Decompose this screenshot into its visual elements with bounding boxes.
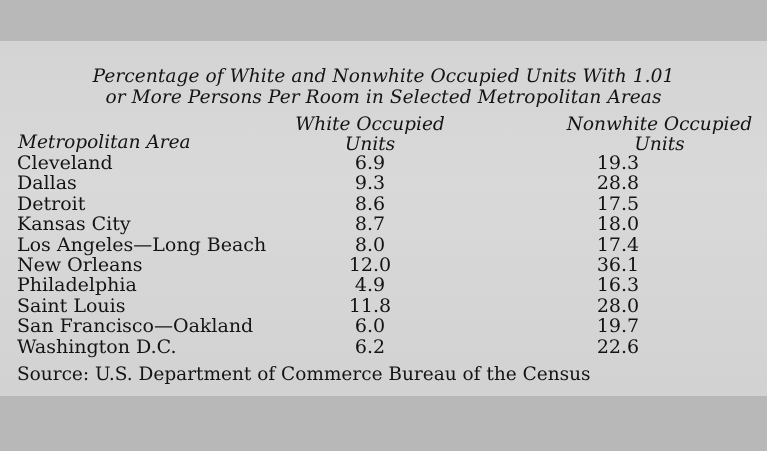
- table-row: [0, 194, 767, 214]
- table-title-line-2: or More Persons Per Room in Selected Metropolitan Areas: [105, 87, 662, 108]
- nonwhite-value-cell: 28.0: [596, 294, 640, 317]
- nonwhite-value-cell: 18.0: [596, 213, 640, 236]
- white-value-cell: 11.8: [348, 294, 392, 317]
- table-row: [0, 316, 767, 336]
- column-header-nonwhite: [552, 115, 767, 155]
- white-value-cell: 12.0: [348, 253, 392, 276]
- table-row: [0, 255, 767, 275]
- white-value-cell: 4.9: [354, 274, 386, 297]
- table-row: [0, 235, 767, 255]
- column-header-nonwhite-line-2: Units: [634, 134, 685, 155]
- nonwhite-value-cell: 36.1: [596, 253, 640, 276]
- white-value-cell: 6.0: [354, 315, 386, 338]
- nonwhite-value-cell: 22.6: [596, 335, 640, 358]
- area-cell: New Orleans: [17, 253, 143, 276]
- nonwhite-value-cell: 17.4: [596, 233, 640, 256]
- table-row: [0, 337, 767, 357]
- nonwhite-value-cell: 17.5: [596, 192, 640, 215]
- table-body: [0, 153, 767, 357]
- table-row: [0, 275, 767, 295]
- column-header-area: Metropolitan Area: [18, 132, 191, 153]
- area-cell: Washington D.C.: [17, 335, 177, 358]
- white-value-cell: 8.7: [354, 213, 386, 236]
- nonwhite-value-cell: 19.7: [596, 315, 640, 338]
- white-value-cell: 9.3: [354, 172, 386, 195]
- white-value-cell: 6.9: [354, 152, 386, 174]
- area-cell: Detroit: [17, 192, 86, 215]
- nonwhite-value-cell: 28.8: [596, 172, 640, 195]
- table-row: [0, 173, 767, 193]
- area-cell: Philadelphia: [17, 274, 137, 297]
- white-value-cell: 6.2: [354, 335, 386, 358]
- document-page: [0, 41, 767, 396]
- area-cell: Cleveland: [17, 152, 113, 174]
- column-header-nonwhite-line-1: Nonwhite Occupied: [566, 114, 753, 135]
- area-cell: Kansas City: [17, 213, 131, 236]
- area-cell: Saint Louis: [17, 294, 126, 317]
- column-header-white: [275, 115, 465, 155]
- column-header-white-line-2: Units: [344, 134, 396, 155]
- white-value-cell: 8.6: [354, 192, 386, 215]
- table-row: [0, 153, 767, 173]
- area-cell: Los Angeles—Long Beach: [17, 233, 267, 256]
- nonwhite-value-cell: 19.3: [596, 152, 640, 174]
- column-header-white-line-1: White Occupied: [295, 114, 445, 135]
- source-note: Source: U.S. Department of Commerce Bureau of the Census: [17, 364, 591, 385]
- table-row: [0, 296, 767, 316]
- area-cell: Dallas: [17, 172, 77, 195]
- white-value-cell: 8.0: [354, 233, 386, 256]
- area-cell: San Francisco—Oakland: [17, 315, 254, 338]
- table-title-line-1: Percentage of White and Nonwhite Occupied Units With 1.01: [92, 66, 675, 87]
- table-row: [0, 214, 767, 234]
- nonwhite-value-cell: 16.3: [596, 274, 640, 297]
